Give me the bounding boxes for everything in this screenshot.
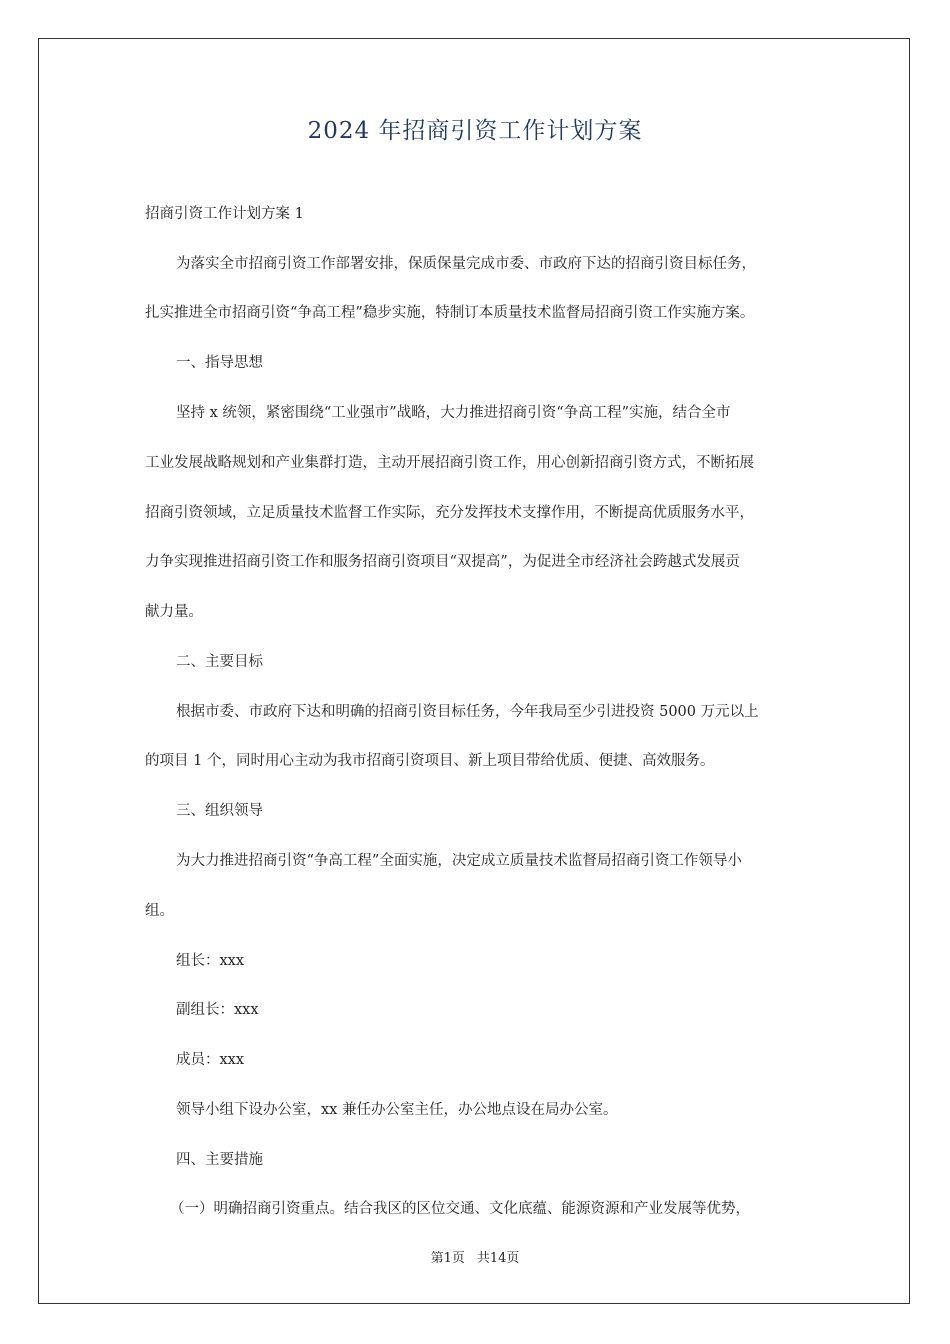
paragraph-line: 为落实全市招商引资工作部署安排，保质保量完成市委、市政府下达的招商引资目标任务， [176, 256, 756, 272]
paragraph-line: 坚持 x 统领，紧密围绕“工业强市”战略，大力推进招商引资“争高工程”实施，结合全市 [176, 405, 731, 421]
leader-line: 组长：xxx [176, 953, 245, 969]
paragraph-line: 根据市委、市政府下达和明确的招商引资目标任务，今年我局至少引进投资 5000 万元以上 [176, 704, 759, 720]
paragraph-line: 力争实现推进招商引资工作和服务招商引资项目“双提高”，为促进全市经济社会跨越式发展贡 [145, 554, 740, 570]
paragraph-line: 扎实推进全市招商引资“争高工程”稳步实施，特制订本质量技术监督局招商引资工作实施方案。 [145, 305, 755, 321]
paragraph-line: 领导小组下设办公室，xx 兼任办公室主任，办公地点设在局办公室。 [176, 1102, 618, 1118]
page-total: 共14页 [476, 1251, 520, 1266]
heading-main-goals: 二、主要目标 [176, 654, 263, 670]
heading-organization: 三、组织领导 [176, 803, 263, 819]
paragraph-line: 工业发展战略规划和产业集群打造，主动开展招商引资工作，用心创新招商引资方式，不断拓展 [145, 455, 754, 471]
section-heading-plan-1: 招商引资工作计划方案 1 [145, 206, 304, 222]
members-line: 成员：xxx [176, 1052, 245, 1068]
paragraph-line: 为大力推进招商引资“争高工程”全面实施，决定成立质量技术监督局招商引资工作领导小 [176, 853, 742, 869]
paragraph-line: 献力量。 [145, 604, 203, 620]
paragraph-line: （一）明确招商引资重点。结合我区的区位交通、文化底蕴、能源资源和产业发展等优势， [170, 1201, 750, 1217]
heading-guiding-ideology: 一、指导思想 [176, 355, 263, 371]
deputy-leader-line: 副组长：xxx [176, 1002, 259, 1018]
document-title: 2024 年招商引资工作计划方案 [307, 118, 643, 144]
heading-main-measures: 四、主要措施 [176, 1152, 263, 1168]
paragraph-line: 招商引资领域，立足质量技术监督工作实际，充分发挥技术支撑作用，不断提高优质服务水平， [145, 505, 754, 521]
paragraph-line: 组。 [145, 903, 174, 919]
page-footer [0, 1247, 950, 1266]
paragraph-line: 的项目 1 个，同时用心主动为我市招商引资项目、新上项目带给优质、便捷、高效服务。 [145, 753, 715, 769]
page-number: 第1页 [430, 1251, 465, 1266]
